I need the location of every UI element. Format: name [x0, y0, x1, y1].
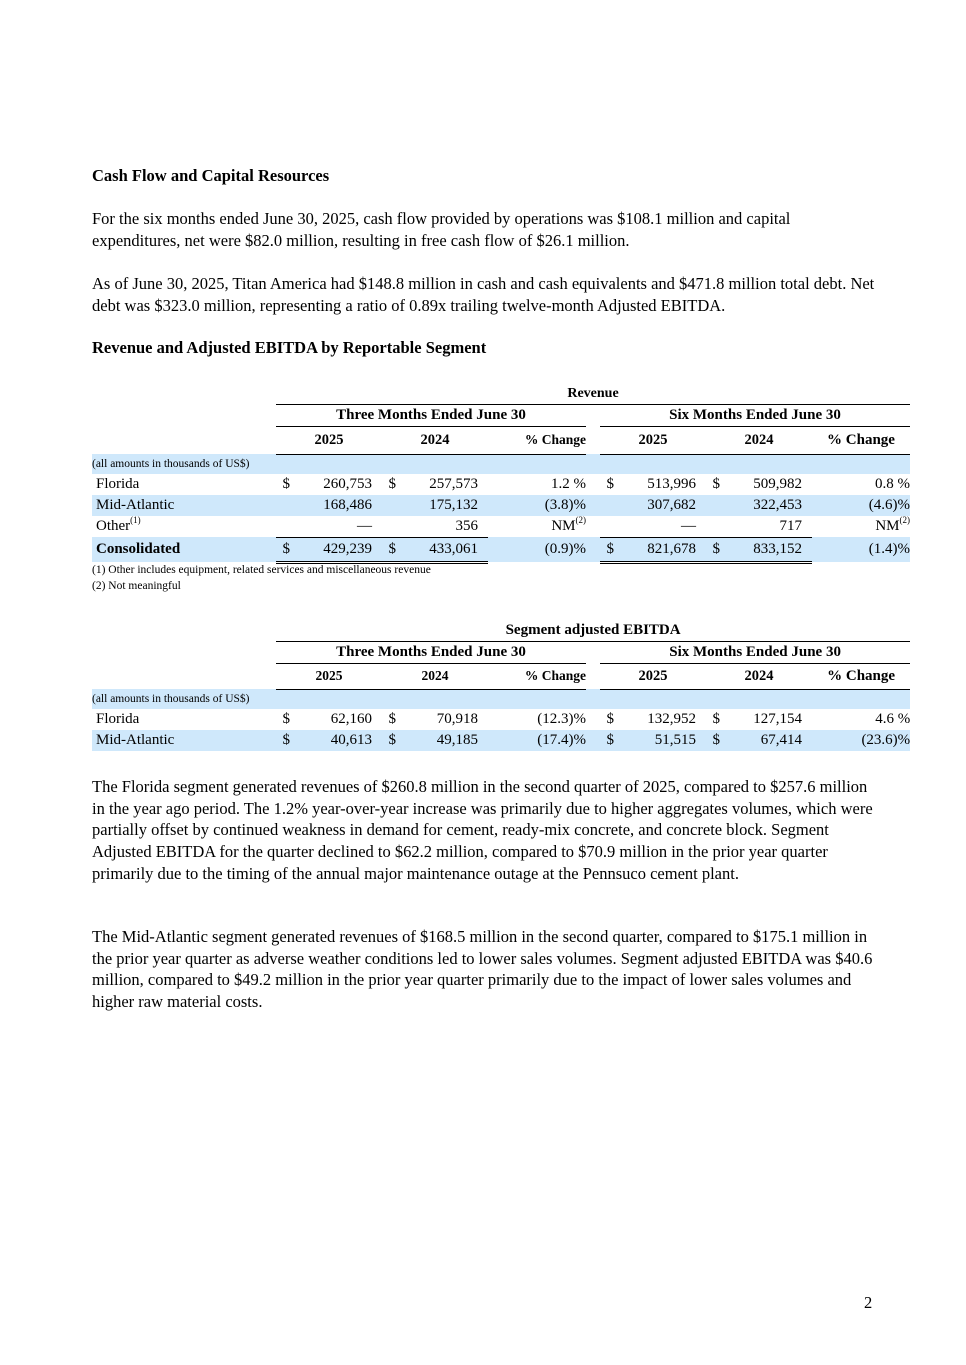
- ebitda-col-2024: 2024: [382, 663, 488, 689]
- value-cell: 257,573: [429, 476, 478, 492]
- value-cell: 356: [396, 516, 478, 537]
- footnote-ref: (2): [899, 515, 910, 525]
- currency-sign: $: [382, 730, 396, 751]
- row-label: Florida: [96, 476, 140, 492]
- value-cell: 260,753: [323, 476, 372, 492]
- ebitda-units-label: (all amounts in thousands of US$): [92, 689, 910, 709]
- currency-sign: $: [282, 476, 290, 492]
- change-cell: (1.4)%: [812, 537, 910, 562]
- currency-sign: $: [706, 537, 720, 562]
- revenue-col-2024: 2024: [382, 426, 488, 454]
- value-cell: —: [290, 516, 372, 537]
- value-cell: 833,152: [720, 537, 802, 562]
- revenue-col-2025: 2025: [276, 426, 382, 454]
- row-label: Mid-Atlantic: [92, 730, 276, 751]
- value-cell: 717: [720, 516, 802, 537]
- revenue-col-change: % Change: [488, 426, 586, 454]
- value-cell: —: [614, 516, 696, 537]
- ebitda-col-2025-six: 2025: [600, 663, 706, 689]
- currency-sign: [600, 516, 614, 537]
- row-label: Consolidated: [92, 537, 276, 562]
- row-label: [92, 516, 276, 537]
- currency-sign: $: [706, 730, 720, 751]
- change-cell: (17.4)%: [488, 730, 586, 751]
- value-cell: 49,185: [396, 730, 478, 751]
- change-cell: 0.8 %: [875, 476, 910, 492]
- commentary-paragraph-2: The Mid-Atlantic segment generated revenues of $168.5 million in the second quarter, compared to $175.1 million in the prior year quarter as adverse weather conditions led to lower sales volumes. Segment adjusted EBITDA was $40.6 million, compared to $49.2 million in the prior year quarter primarily due to the impact of lower sales volumes and higher raw material costs.: [92, 927, 873, 1012]
- footnote-1: (1) Other includes equipment, related services and miscellaneous revenue: [92, 564, 431, 576]
- value-cell: 821,678: [614, 537, 696, 562]
- currency-sign: $: [712, 711, 720, 727]
- currency-sign: $: [276, 537, 290, 562]
- table-row: [92, 495, 910, 516]
- revenue-table: [92, 384, 910, 564]
- value-cell: 40,613: [290, 730, 372, 751]
- commentary-paragraph-1: The Florida segment generated revenues of $260.8 million in the second quarter of 2025, compared to $257.6 million in the year ago period. The 1.2% year-over-year increase was primarily due to higher aggregates volumes, which were partially offset by continued weakness in demand for cement, ready-mix concrete, and concrete block. Segment Adjusted EBITDA for the quarter declined to $62.2 million, compared to $70.9 million in the prior year quarter primarily due to the timing of the annual major maintenance outage at the Pennsuco cement plant.: [92, 777, 873, 883]
- revenue-col-2025-six: 2025: [600, 426, 706, 454]
- footnote-ref: (2): [575, 515, 586, 525]
- change-cell: [488, 516, 586, 537]
- row-label: Florida: [96, 711, 140, 727]
- value-cell: 132,952: [647, 711, 696, 727]
- revenue-col-2024-six: 2024: [706, 426, 812, 454]
- cashflow-paragraph-2: As of June 30, 2025, Titan America had $148.8 million in cash and cash equivalents and $471.8 million total debt. Net debt was $323.0 million, representing a ratio of 0.89x trailing twelve-month Adjusted EBITDA.: [92, 274, 875, 315]
- ebitda-col-2025: 2025: [276, 663, 382, 689]
- change-cell: [812, 516, 910, 537]
- table-row: [92, 730, 910, 751]
- revenue-col-change-six: % Change: [812, 426, 910, 454]
- ebitda-period-six: Six Months Ended June 30: [600, 641, 910, 663]
- change-cell: (0.9)%: [488, 537, 586, 562]
- value-cell: 513,996: [647, 476, 696, 492]
- segment-heading: Revenue and Adjusted EBITDA by Reportable Segment: [92, 338, 487, 357]
- change-text: NM: [875, 518, 900, 534]
- currency-sign: $: [600, 537, 614, 562]
- currency-sign: [706, 516, 720, 537]
- ebitda-col-change-six: % Change: [812, 663, 910, 689]
- currency-sign: $: [388, 711, 396, 727]
- value-cell: 127,154: [753, 711, 802, 727]
- ebitda-table: [92, 620, 910, 751]
- change-cell: 1.2 %: [551, 476, 586, 492]
- table-row: [92, 516, 910, 537]
- currency-sign: [382, 495, 396, 516]
- ebitda-table-title: Segment adjusted EBITDA: [276, 620, 910, 641]
- currency-sign: [276, 495, 290, 516]
- currency-sign: $: [276, 730, 290, 751]
- currency-sign: $: [382, 537, 396, 562]
- change-cell: (23.6)%: [812, 730, 910, 751]
- value-cell: 175,132: [396, 495, 478, 516]
- currency-sign: [706, 495, 720, 516]
- revenue-units-label: (all amounts in thousands of US$): [92, 454, 910, 474]
- currency-sign: [276, 516, 290, 537]
- currency-sign: $: [282, 711, 290, 727]
- change-cell: (3.8)%: [488, 495, 586, 516]
- value-cell: 67,414: [720, 730, 802, 751]
- value-cell: 433,061: [396, 537, 478, 562]
- ebitda-col-change: % Change: [488, 663, 586, 689]
- currency-sign: $: [606, 476, 614, 492]
- ebitda-period-three: Three Months Ended June 30: [276, 641, 586, 663]
- value-cell: 429,239: [290, 537, 372, 562]
- table-row: [92, 474, 910, 495]
- currency-sign: $: [712, 476, 720, 492]
- page-number: 2: [864, 1293, 873, 1312]
- value-cell: 509,982: [753, 476, 802, 492]
- value-cell: 70,918: [436, 711, 478, 727]
- currency-sign: $: [606, 711, 614, 727]
- cashflow-paragraph-1: For the six months ended June 30, 2025, cash flow provided by operations was $108.1 million and capital expenditures, net were $82.0 million, resulting in free cash flow of $26.1 million.: [92, 209, 791, 250]
- value-cell: 307,682: [614, 495, 696, 516]
- cashflow-heading: Cash Flow and Capital Resources: [92, 166, 330, 185]
- value-cell: 51,515: [614, 730, 696, 751]
- footnote-ref: (1): [130, 515, 141, 525]
- value-cell: 168,486: [290, 495, 372, 516]
- row-label-text: Other: [96, 518, 131, 534]
- currency-sign: $: [600, 730, 614, 751]
- revenue-period-six: Six Months Ended June 30: [600, 404, 910, 426]
- footnote-2: (2) Not meaningful: [92, 580, 181, 592]
- change-text: NM: [551, 518, 576, 534]
- change-cell: (4.6)%: [812, 495, 910, 516]
- currency-sign: $: [388, 476, 396, 492]
- table-row: [92, 537, 910, 562]
- revenue-period-three: Three Months Ended June 30: [276, 404, 586, 426]
- change-cell: 4.6 %: [875, 711, 911, 727]
- value-cell: 322,453: [720, 495, 802, 516]
- currency-sign: [382, 516, 396, 537]
- value-cell: 62,160: [330, 711, 372, 727]
- revenue-table-title: Revenue: [276, 384, 910, 404]
- table-row: [92, 709, 910, 730]
- currency-sign: [600, 495, 614, 516]
- change-cell: (12.3)%: [537, 711, 586, 727]
- row-label: Mid-Atlantic: [92, 495, 276, 516]
- ebitda-col-2024-six: 2024: [706, 663, 812, 689]
